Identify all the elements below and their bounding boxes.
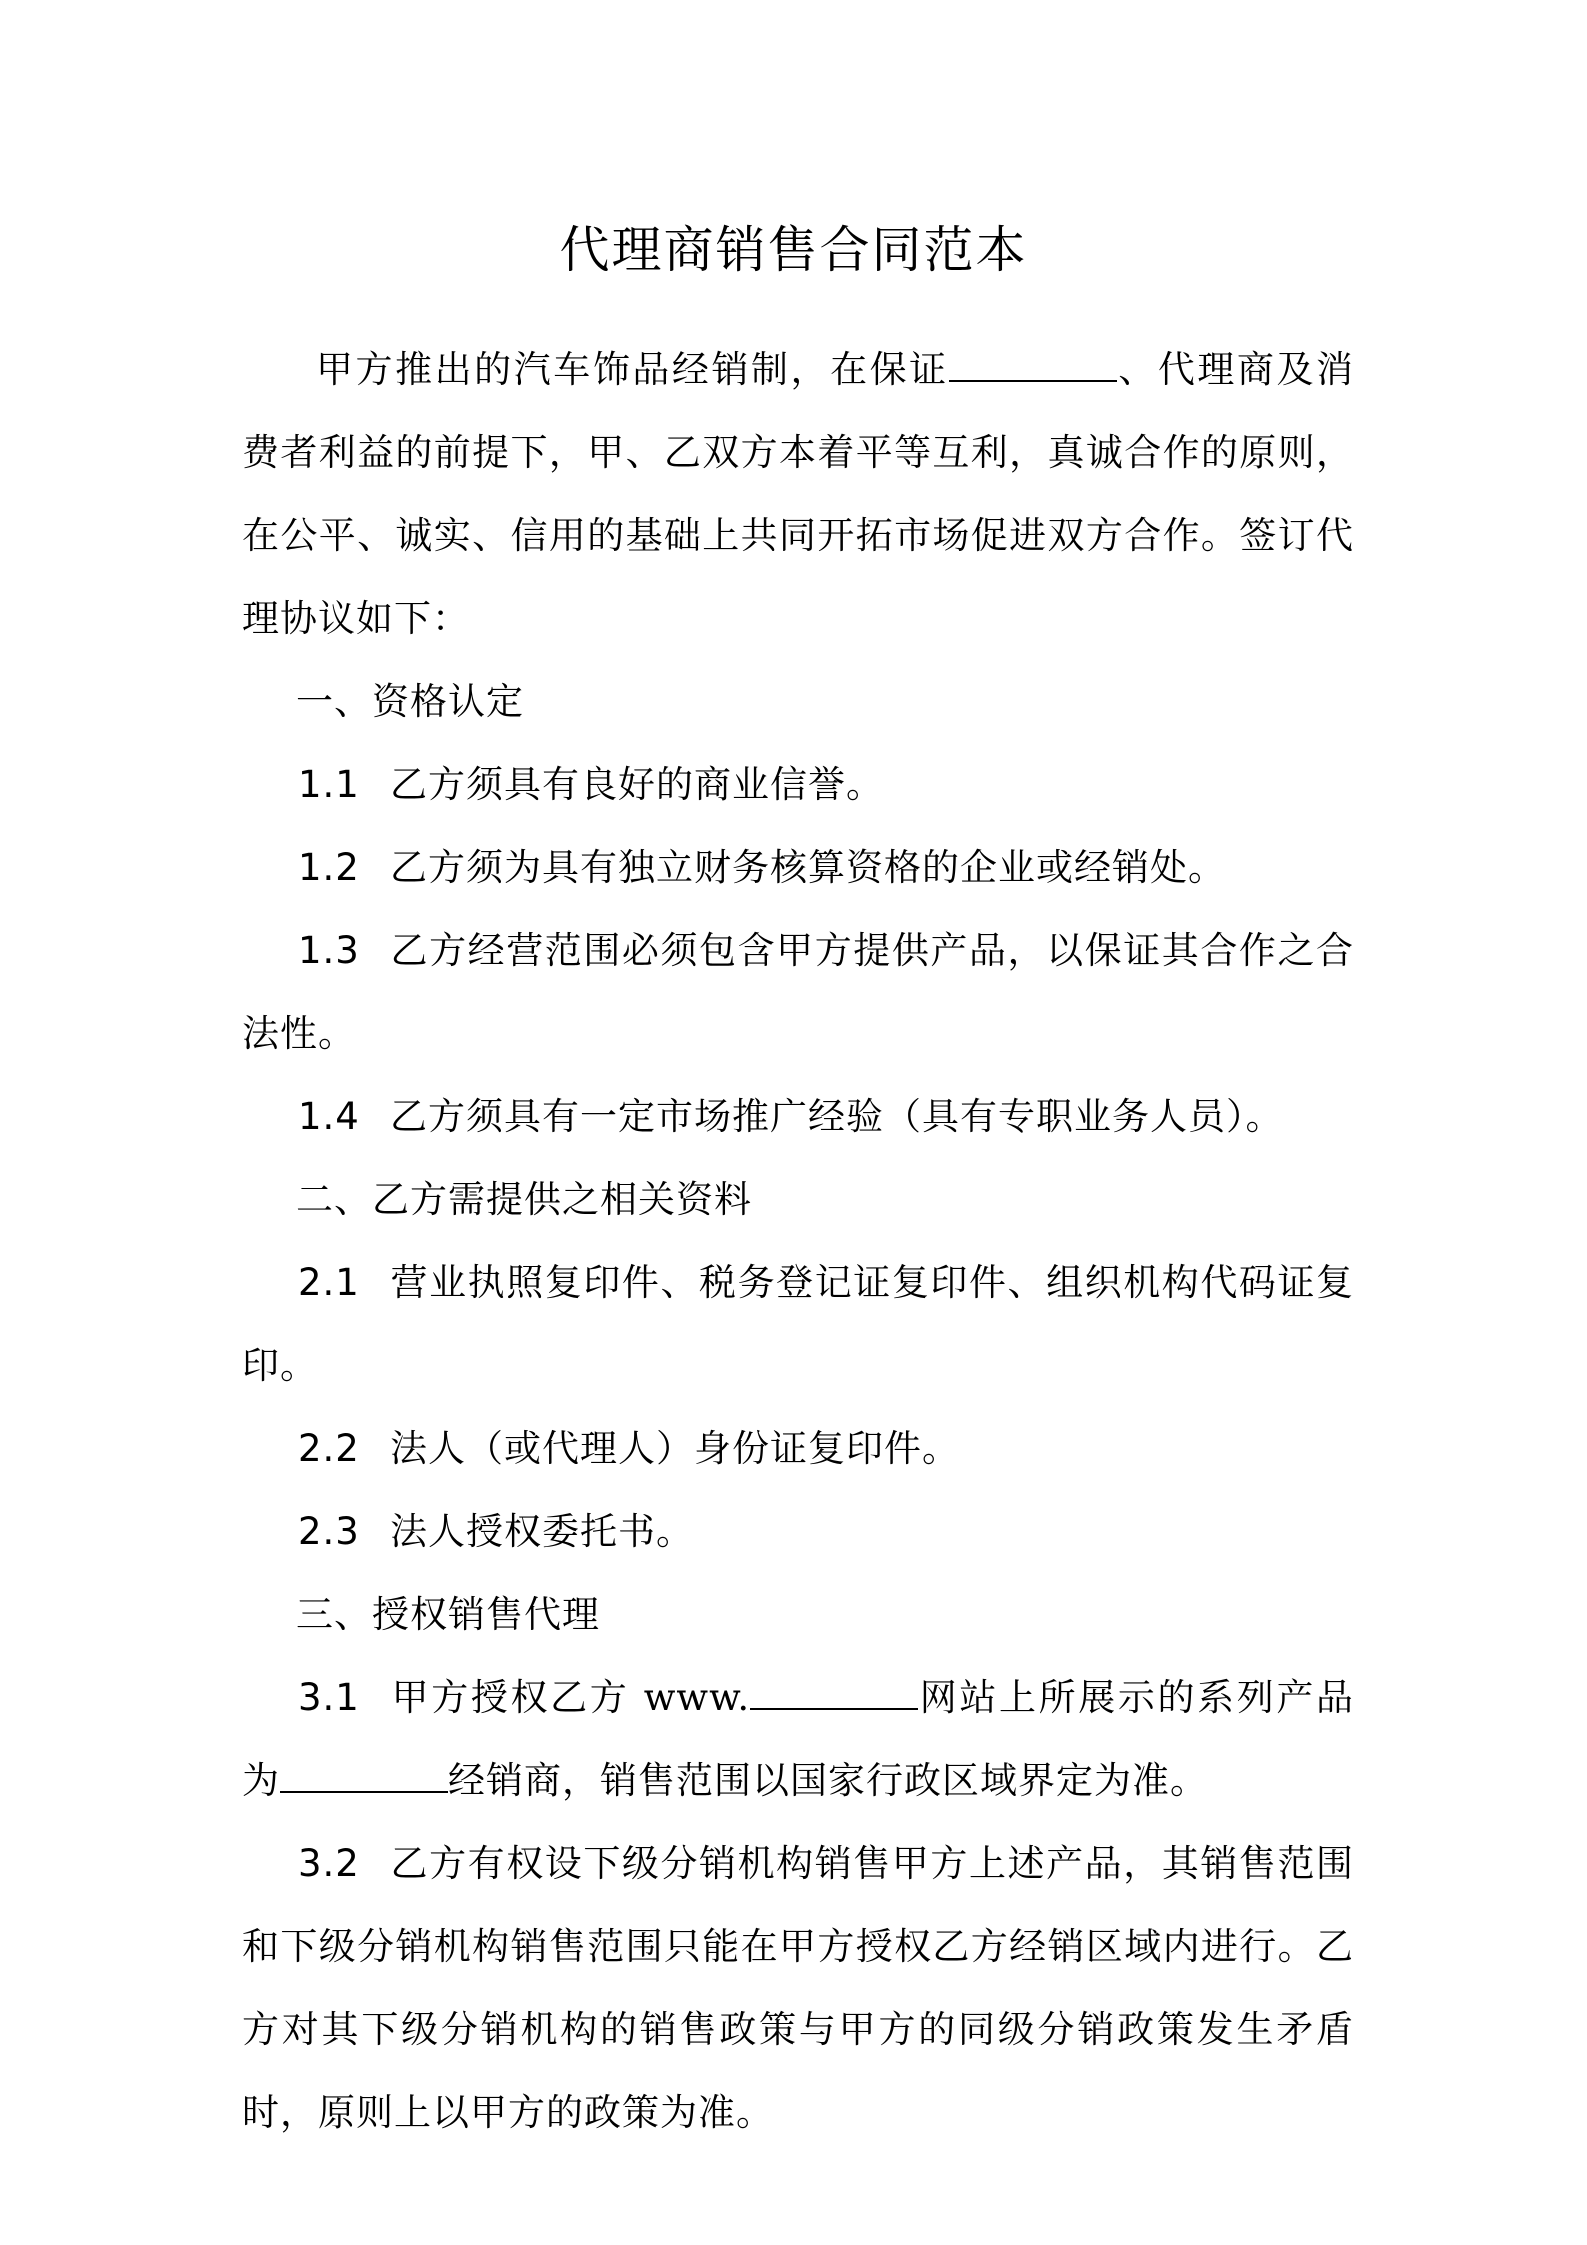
clause-3-1 (242, 1656, 1354, 1822)
document-title: 代理商销售合同范本 (559, 221, 1028, 279)
clause-number: 1.2 (298, 846, 360, 889)
clause-3-2 (242, 1822, 1354, 2154)
clause-1-4 (242, 1075, 1354, 1158)
blank-line (750, 1678, 918, 1710)
clause-number: 2.3 (298, 1510, 360, 1553)
clause-number: 1.3 (298, 929, 360, 972)
clause-text: 法人授权委托书。 (390, 1510, 694, 1553)
clause-number: 2.2 (298, 1427, 360, 1470)
clause-1-2 (242, 826, 1354, 909)
clause-number: 1.4 (298, 1095, 360, 1138)
clause-text: 乙方须为具有独立财务核算资格的企业或经销处。 (390, 846, 1226, 889)
document-body (242, 328, 1354, 2154)
clause-text: 乙方有权设下级分销机构销售甲方上述产品，其销售范围和下级分销机构销售范围只能在甲方授权乙方经销区域内进行。乙方对其下级分销机构的销售政策与甲方的同级分销政策发生矛盾时，原则上以甲方的政策为准。 (242, 1842, 1354, 2134)
clause-text: 乙方须具有一定市场推广经验（具有专职业务人员）。 (390, 1095, 1284, 1138)
section-heading-2: 二、乙方需提供之相关资料 (296, 1178, 752, 1221)
blank-line (280, 1761, 448, 1793)
clause-number: 1.1 (298, 763, 360, 806)
clause-number: 3.1 (298, 1676, 360, 1719)
clause-text-b: 网站上所展示的系列产品为 (242, 1676, 1354, 1802)
clause-text: 法人（或代理人）身份证复印件。 (390, 1427, 960, 1470)
clause-number: 2.1 (298, 1261, 360, 1304)
clause-text: 乙方须具有良好的商业信誉。 (390, 763, 884, 806)
intro-lead: 甲方推出的汽车饰品经销制，在保证 (316, 348, 949, 391)
clause-number: 3.2 (298, 1842, 360, 1885)
intro-rest: 、代理商及消费者利益的前提下，甲、乙双方本着平等互利，真诚合作的原则，在公平、诚实、信用的基础上共同开拓市场促进双方合作。签订代理协议如下： (242, 348, 1355, 640)
clause-1-1 (242, 743, 1354, 826)
clause-text: 营业执照复印件、税务登记证复印件、组织机构代码证复印。 (242, 1261, 1354, 1387)
clause-text-a: 甲方授权乙方 www. (390, 1676, 751, 1719)
clause-text: 乙方经营范围必须包含甲方提供产品，以保证其合作之合法性。 (242, 929, 1354, 1055)
section-heading-1: 一、资格认定 (296, 680, 524, 723)
clause-2-3 (242, 1490, 1354, 1573)
clause-1-3 (242, 909, 1354, 1075)
intro-paragraph (242, 328, 1354, 660)
blank-line (949, 350, 1117, 382)
clause-2-1 (242, 1241, 1354, 1407)
clause-text-c: 经销商，销售范围以国家行政区域界定为准。 (448, 1759, 1208, 1802)
section-heading-3: 三、授权销售代理 (296, 1593, 600, 1636)
clause-2-2 (242, 1407, 1354, 1490)
